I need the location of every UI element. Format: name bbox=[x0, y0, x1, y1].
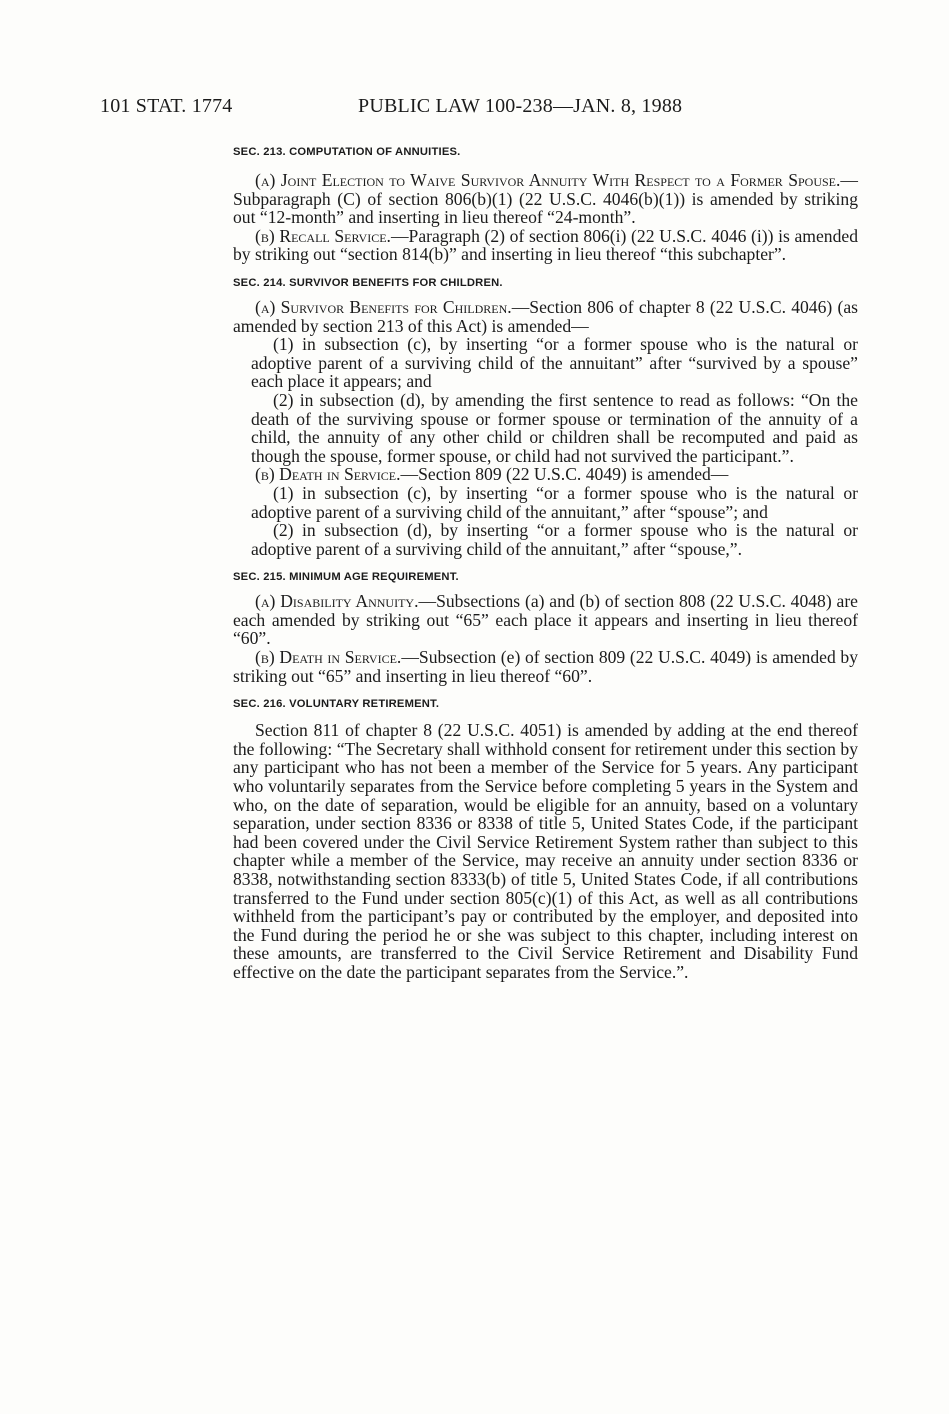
section-214-b-text: —Section 809 (22 U.S.C. 4049) is amended— bbox=[400, 464, 729, 485]
section-heading-216: SEC. 216. VOLUNTARY RETIREMENT. bbox=[233, 698, 440, 711]
section-213-subsection-a bbox=[233, 171, 858, 227]
section-215-b-text: —Subsection (e) of section 809 (22 U.S.C. 4049) is amended by striking out “65” and inserting in lieu thereof “60”. bbox=[233, 647, 859, 686]
section-213-b-caption: (b) Recall Service. bbox=[255, 225, 391, 246]
document-body bbox=[233, 145, 858, 982]
section-heading-213: SEC. 213. COMPUTATION OF ANNUITIES. bbox=[233, 146, 461, 158]
section-214-a-paragraph-1: (1) in subsection (c), by inserting “or a former spouse who is the natural or adoptive parent of a surviving child of the annuitant” after “survived by a spouse” each place it appears; and bbox=[251, 334, 858, 392]
section-213-a-caption: (a) Joint Election to Waive Survivor Annuity With Respect to a Former Spouse. bbox=[255, 170, 841, 190]
section-214-b-caption: (b) Death in Service. bbox=[255, 464, 401, 485]
section-214-a-paragraph-2: (2) in subsection (d), by amending the first sentence to read as follows: “On the death of the surviving spouse or former spouse or termination of the annuity of a child, the annuity of any other child or children shall be recomputed and paid as though the spouse, former spouse, or child had not survived the participant.”. bbox=[251, 389, 858, 466]
public-law-ref: PUBLIC LAW 100-238—JAN. 8, 1988 bbox=[358, 95, 683, 117]
section-heading-215: SEC. 215. MINIMUM AGE REQUIREMENT. bbox=[233, 571, 459, 584]
section-214-b-paragraph-2: (2) in subsection (d), by inserting “or a former spouse who is the natural or adoptive parent of a surviving child of the annuitant,” after “spouse,”. bbox=[251, 520, 858, 559]
section-216-text: Section 811 of chapter 8 (22 U.S.C. 4051) is amended by adding at the end thereof the following: “The Secretary shall withhold consent for retirement under this section by any participant who has not been a member of the Service for 5 years. Any participant who voluntarily separates from the Service before completing 5 years in the System and who, on the date of separation, would be eligible for an annuity, based on a voluntary separation, under section 8336 or 8338 of title 5, United States Code, if the participant had been covered under the Civil Service Retirement System rather than subject to this chapter while a member of the Service, may receive an annuity under section 8336 or 8338, notwithstanding section 8333(b) of title 5, United States Code, if all contributions transferred to the Fund under section 805(c)(1) of this Act, as well as all contributions withheld from the participant’s pay or contributed by the employer, and deposited into the Fund during the period he or she was subject to this chapter, including interest on these amounts, are transferred to the Civil Service Retirement and Disability Fund effective on the date the participant separates from the Service.”. bbox=[233, 720, 858, 982]
section-215-a-caption: (a) Disability Annuity. bbox=[255, 591, 419, 612]
section-214-a-text: —Section 806 of chapter 8 (22 U.S.C. 4046) (as amended by section 213 of this Act) is amended— bbox=[233, 296, 858, 336]
statute-page-ref: 101 STAT. 1774 bbox=[100, 95, 233, 117]
section-213-a-text: —Subparagraph (C) of section 806(b)(1) (22 U.S.C. 4046(b)(1)) is amended by striking out “12-month” and inserting in lieu thereof “24-month”. bbox=[233, 170, 858, 228]
section-215-a-text: —Subsections (a) and (b) of section 808 (22 U.S.C. 4048) are each amended by striking out “65” each place it appears and inserting in lieu thereof “60”. bbox=[233, 591, 858, 649]
section-214-subsection-a bbox=[233, 298, 858, 335]
section-213-b-text: —Paragraph (2) of section 806(i) (22 U.S.C. 4046 (i)) is amended by striking out “section 814(b)” and inserting in lieu thereof “this subchapter”. bbox=[233, 225, 858, 265]
section-214-a-caption: (a) Survivor Benefits for Children. bbox=[255, 296, 512, 317]
section-214-b-paragraph-1: (1) in subsection (c), by inserting “or a former spouse who is the natural or adoptive parent of a surviving child of the annuitant,” after “spouse”; and bbox=[251, 482, 858, 522]
section-215-b-caption: (b) Death in Service. bbox=[255, 647, 402, 668]
section-214-subsection-b bbox=[233, 465, 858, 484]
section-213-subsection-b bbox=[233, 227, 858, 264]
section-heading-214: SEC. 214. SURVIVOR BENEFITS FOR CHILDREN. bbox=[233, 276, 503, 289]
section-215-subsection-a bbox=[233, 592, 858, 648]
section-215-subsection-b bbox=[233, 648, 858, 685]
